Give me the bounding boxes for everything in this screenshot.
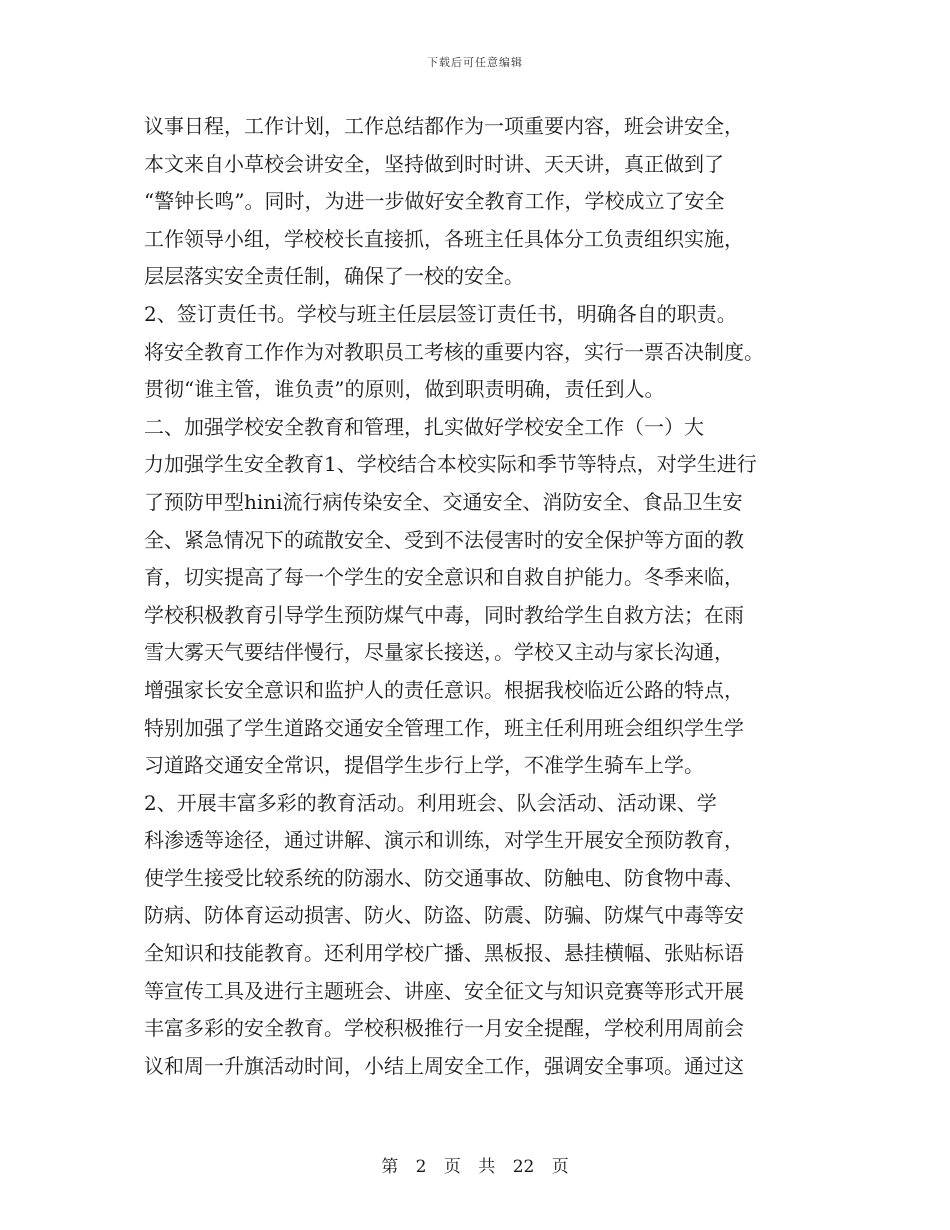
text-line: 2、签订责任书。学校与班主任层层签订责任书，明确各自的职责。 xyxy=(144,301,737,326)
text-line: 层层落实安全责任制，确保了一校的安全。 xyxy=(144,264,524,289)
text-line: 议和周一升旗活动时间，小结上周安全工作，强调安全事项。通过这 xyxy=(144,1053,744,1078)
header-note: 下载后可任意编辑 xyxy=(427,56,523,69)
text-line: 2、开展丰富多彩的教育活动。利用班会、队会活动、活动课、学 xyxy=(144,790,717,815)
text-line: 力加强学生安全教育1、学校结合本校实际和季节等特点，对学生进行 xyxy=(144,452,757,477)
text-line: 科渗透等途径，通过讲解、演示和训练，对学生开展安全预防教育， xyxy=(144,828,744,853)
text-line: 全知识和技能教育。还利用学校广播、黑板报、悬挂横幅、张贴标语 xyxy=(144,941,744,966)
text-line: 育，切实提高了每一个学生的安全意识和自救自护能力。冬季来临， xyxy=(144,565,744,590)
text-line: 工作领导小组，学校校长直接抓，各班主任具体分工负责组织实施， xyxy=(144,226,744,251)
page-footer xyxy=(0,1152,950,1177)
text-line: 丰富多彩的安全教育。学校积极推行一月安全提醒，学校利用周前会 xyxy=(144,1016,744,1041)
text-line: 全、紧急情况下的疏散安全、受到不法侵害时的安全保护等方面的教 xyxy=(144,527,744,552)
text-line: 习道路交通安全常识，提倡学生步行上学，不准学生骑车上学。 xyxy=(144,753,704,778)
text-line: 等宣传工具及进行主题班会、讲座、安全征文与知识竞赛等形式开展 xyxy=(144,978,744,1003)
page-label-total-prefix: 共 xyxy=(478,1157,496,1177)
body-text xyxy=(144,108,844,1085)
text-line: 将安全教育工作作为对教职员工考核的重要内容，实行一票否决制度。 xyxy=(144,339,764,364)
text-line: 学校积极教育引导学生预防煤气中毒，同时教给学生自救方法；在雨 xyxy=(144,602,744,627)
text-line: 本文来自小草校会讲安全，坚持做到时时讲、天天讲，真正做到了 xyxy=(144,151,724,176)
text-line: 二、加强学校安全教育和管理，扎实做好学校安全工作（一）大 xyxy=(144,414,704,439)
text-line: 使学生接受比较系统的防溺水、防交通事故、防触电、防食物中毒、 xyxy=(144,865,744,890)
text-line: 增强家长安全意识和监护人的责任意识。根据我校临近公路的特点， xyxy=(144,677,744,702)
text-line: 特别加强了学生道路交通安全管理工作，班主任利用班会组织学生学 xyxy=(144,715,744,740)
total-pages-number: 22 xyxy=(512,1157,535,1177)
page-label-prefix: 第 xyxy=(381,1157,399,1177)
text-line: 议事日程，工作计划，工作总结都作为一项重要内容，班会讲安全， xyxy=(144,114,744,138)
text-line: 了预防甲型hini流行病传染安全、交通安全、消防安全、食品卫生安 xyxy=(144,489,743,514)
text-line: “警钟长鸣”。同时，为进一步做好安全教育工作，学校成立了安全 xyxy=(144,189,725,214)
text-line: 雪大雾天气要结伴慢行，尽量家长接送，。学校又主动与家长沟通， xyxy=(144,640,734,665)
current-page-number: 2 xyxy=(415,1157,427,1177)
page-label-mid: 页 xyxy=(443,1157,461,1177)
text-line: 贯彻“谁主管，谁负责”的原则，做到职责明确，责任到人。 xyxy=(144,377,665,402)
text-line: 防病、防体育运动损害、防火、防盗、防震、防骗、防煤气中毒等安 xyxy=(144,903,744,928)
page-label-suffix: 页 xyxy=(551,1157,569,1177)
